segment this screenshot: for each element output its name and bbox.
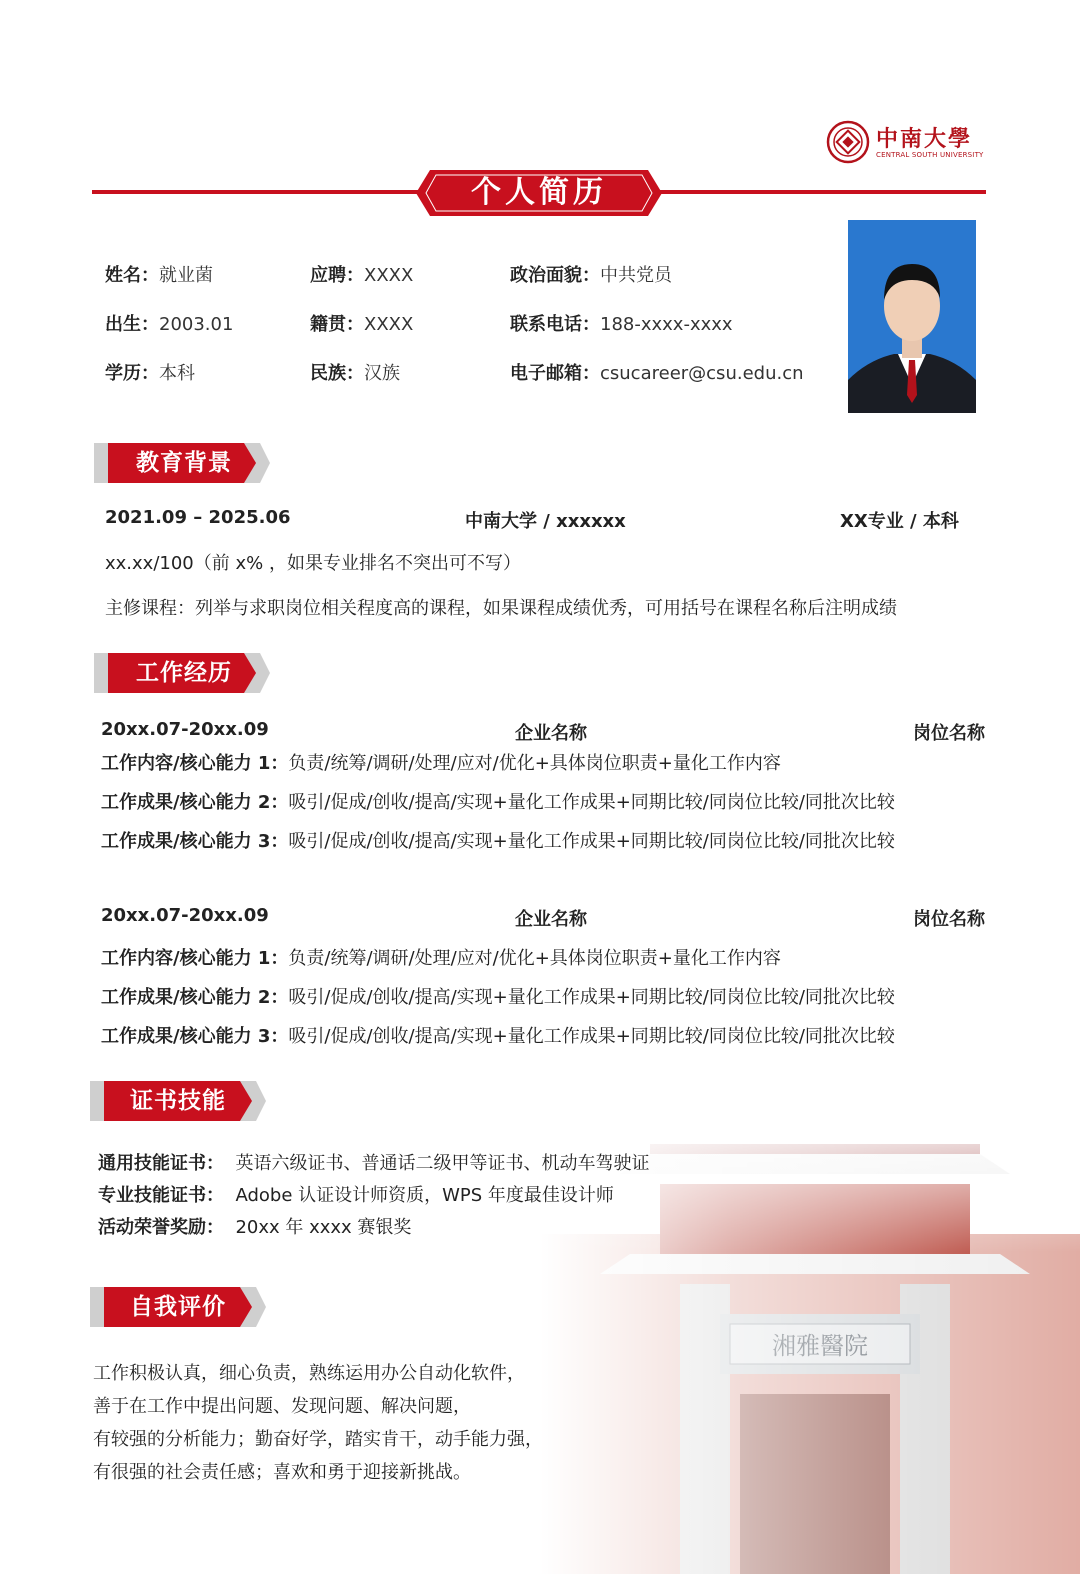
self-eval-line-1: 工作积极认真，细心负责，熟练运用办公自动化软件， [93, 1363, 525, 1384]
edu-school: 中南大学 / xxxxxx [465, 511, 626, 532]
self-eval-line-3: 有较强的分析能力；勤奋好学，踏实肯干，动手能力强， [93, 1429, 543, 1450]
edu-gpa: xx.xx/100（前 x% ，如果专业排名不突出可不写） [105, 553, 521, 574]
section-title: 教育背景 [136, 450, 232, 476]
work-1-item-1: 工作内容/核心能力 1：负责/统筹/调研/处理/应对/优化+具体岗位职责+量化工作内容 [101, 753, 781, 774]
title-banner [416, 166, 662, 220]
work-2-item-1: 工作内容/核心能力 1：负责/统筹/调研/处理/应对/优化+具体岗位职责+量化工作内容 [101, 948, 781, 969]
edu-courses: 主修课程：列举与求职岗位相关程度高的课程，如果课程成绩优秀，可用括号在课程名称后注明成绩 [105, 598, 897, 619]
info-degree: 学历：本科 [105, 363, 195, 384]
university-logo [826, 120, 986, 166]
page-title: 个人简历 [471, 175, 607, 210]
work-2-period: 20xx.07-20xx.09 [101, 905, 269, 926]
university-seal-icon [826, 120, 870, 164]
section-education-header [94, 443, 274, 483]
info-native: 籍贯：XXXX [310, 314, 414, 335]
section-title: 工作经历 [136, 660, 232, 686]
work-2-company: 企业名称 [515, 909, 587, 930]
section-title: 自我评价 [130, 1294, 226, 1320]
logo-name: 中南大學 [876, 126, 973, 152]
work-2-item-3: 工作成果/核心能力 3：吸引/促成/创收/提高/实现+量化工作成果+同期比较/同岗位比较/同批次比较 [101, 1026, 895, 1047]
section-work-header [94, 653, 274, 693]
section-certs-header [90, 1081, 270, 1121]
title-rule-left [92, 190, 422, 194]
cert-awards: 活动荣誉奖励： 20xx 年 xxxx 赛银奖 [98, 1217, 412, 1238]
info-name: 姓名：就业菌 [105, 265, 213, 286]
logo-subtitle: CENTRAL SOUTH UNIVERSITY [876, 151, 984, 159]
title-rule-right [656, 190, 986, 194]
info-ethnic: 民族：汉族 [310, 363, 400, 384]
info-politics: 政治面貌：中共党员 [510, 265, 672, 286]
info-email: 电子邮箱：csucareer@csu.edu.cn [510, 363, 804, 384]
cert-general: 通用技能证书： 英语六级证书、普通话二级甲等证书、机动车驾驶证 [98, 1153, 650, 1174]
work-2-position: 岗位名称 [913, 909, 985, 930]
work-1-item-2: 工作成果/核心能力 2：吸引/促成/创收/提高/实现+量化工作成果+同期比较/同岗位比较/同批次比较 [101, 792, 895, 813]
work-1-period: 20xx.07-20xx.09 [101, 719, 269, 740]
self-eval-line-4: 有很强的社会责任感；喜欢和勇于迎接新挑战。 [93, 1462, 471, 1483]
info-apply: 应聘：XXXX [310, 265, 414, 286]
section-self-header [90, 1287, 270, 1327]
profile-photo [848, 220, 976, 413]
edu-period: 2021.09 – 2025.06 [105, 507, 291, 528]
info-phone: 联系电话：188-xxxx-xxxx [510, 314, 733, 335]
work-2-item-2: 工作成果/核心能力 2：吸引/促成/创收/提高/实现+量化工作成果+同期比较/同岗位比较/同批次比较 [101, 987, 895, 1008]
campus-gate-illustration [540, 1114, 1080, 1574]
work-1-item-3: 工作成果/核心能力 3：吸引/促成/创收/提高/实现+量化工作成果+同期比较/同岗位比较/同批次比较 [101, 831, 895, 852]
section-title: 证书技能 [130, 1088, 226, 1114]
cert-professional: 专业技能证书： Adobe 认证设计师资质，WPS 年度最佳设计师 [98, 1185, 614, 1206]
work-1-company: 企业名称 [515, 723, 587, 744]
work-1-position: 岗位名称 [913, 723, 985, 744]
edu-major: XX专业 / 本科 [840, 511, 959, 532]
info-birth: 出生：2003.01 [105, 314, 234, 335]
self-eval-line-2: 善于在工作中提出问题、发现问题、解决问题， [93, 1396, 471, 1417]
